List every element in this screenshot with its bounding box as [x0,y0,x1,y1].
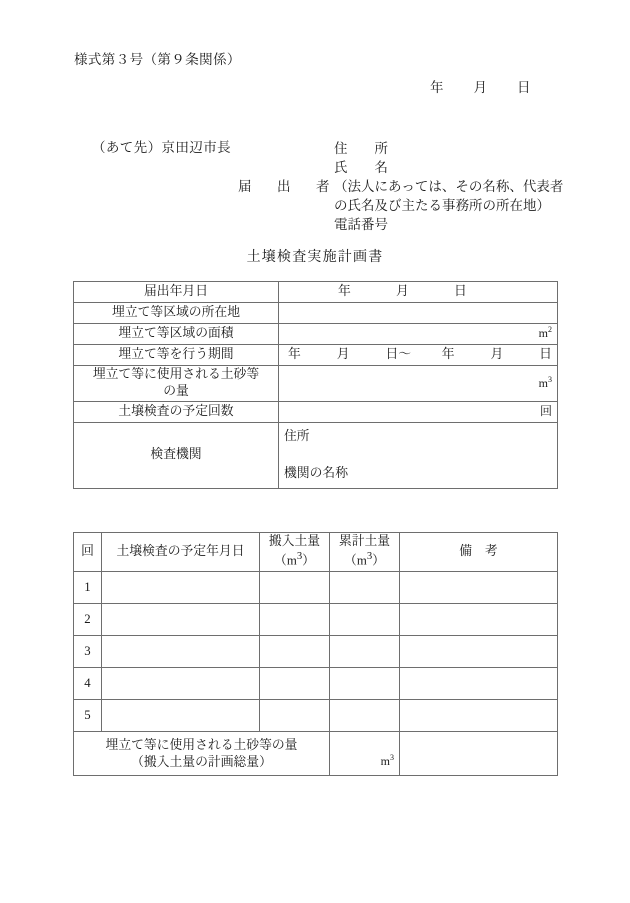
row-no-2: 2 [74,604,102,636]
unit-square-meter: $m^2$ [538,325,552,341]
submitter-label: 届 出 者 [238,179,336,194]
page-title: 土壌検査実施計画書 [246,250,384,265]
row-value-inspection-agency[interactable] [279,422,558,488]
col-header-carried-in-volume-line1: 搬入土量 [268,534,321,549]
row-value-area-size[interactable] [279,324,558,345]
row-cumulative-1[interactable] [330,572,400,604]
row-remarks-3[interactable] [400,636,558,668]
row-no-5: 5 [74,700,102,732]
row-no-3: 3 [74,636,102,668]
header-date-month: 月 [473,80,487,95]
row-date-1[interactable] [102,572,260,604]
row-carried-in-2[interactable] [260,604,330,636]
row-remarks-4[interactable] [400,668,558,700]
row-value-soil-volume[interactable] [279,366,558,402]
submission-date-day: 日 [454,284,467,299]
col-header-carried-in-volume-unit: $(m^3)$ [274,551,315,568]
agency-name-label: 機関の名称 [284,465,348,480]
col-header-cumulative-volume-line1: 累計土量 [338,534,391,549]
row-label-soil-volume [74,366,279,402]
total-row-label [74,732,330,776]
row-date-5[interactable] [102,700,260,732]
header-date-day: 日 [517,80,531,95]
submission-date-month: 月 [396,284,409,299]
row-label-submission-date: 届出年月日 [74,282,279,303]
table-row-period [74,345,558,366]
row-cumulative-2[interactable] [330,604,400,636]
main-info-table [73,281,558,489]
period-to-month: 月 [490,347,504,362]
period-from-day: 日～ [385,347,412,362]
submission-date-year: 年 [338,284,351,299]
col-header-cumulative-volume-unit: $(m^3)$ [344,551,385,568]
total-row-label-line2: （搬入土量の計画総量） [131,754,272,769]
inspection-schedule-table [73,532,558,776]
row-no-4: 4 [74,668,102,700]
table-row [74,668,558,700]
header-date-year: 年 [430,80,444,95]
row-carried-in-1[interactable] [260,572,330,604]
table-row-inspection-count [74,401,558,422]
total-row-value[interactable] [330,732,400,776]
row-carried-in-3[interactable] [260,636,330,668]
total-row-remarks[interactable] [400,732,558,776]
header-date-line [430,76,531,96]
submitter-corporate-note-line1: （法人にあっては、その名称、代表者 [334,179,564,194]
row-label-soil-volume-line2: の量 [163,384,189,399]
row-date-2[interactable] [102,604,260,636]
table-row [74,604,558,636]
table-row-submission-date [74,282,558,303]
row-cumulative-3[interactable] [330,636,400,668]
table-header-row [74,533,558,572]
row-remarks-2[interactable] [400,604,558,636]
unit-cubic-meter-total: $m^3$ [380,752,394,768]
col-header-carried-in-volume [260,533,330,572]
unit-cubic-meter: $m^3$ [538,374,552,390]
table-row-area-size [74,324,558,345]
submitter-phone-label: 電話番号 [334,217,388,232]
table-row [74,700,558,732]
table-row-soil-volume [74,366,558,402]
form-number: 様式第３号（第９条関係） [74,52,241,67]
col-header-planned-date: 土壌検査の予定年月日 [102,533,260,572]
row-remarks-5[interactable] [400,700,558,732]
table-total-row [74,732,558,776]
row-carried-in-4[interactable] [260,668,330,700]
table-row-area-location [74,303,558,324]
table-row [74,572,558,604]
submitter-address-label: 住 所 [334,141,388,156]
table-row-inspection-agency [74,422,558,488]
addressee: （あて先）京田辺市長 [92,140,231,155]
submitter-corporate-note-line2: の氏名及び主たる事務所の所在地） [334,198,550,213]
row-value-inspection-count[interactable] [279,401,558,422]
row-label-inspection-agency: 検査機関 [74,422,279,488]
total-row-label-line1: 埋立て等に使用される土砂等の量 [105,737,298,752]
col-header-no: 回 [74,533,102,572]
row-value-period[interactable] [279,345,558,366]
period-to-year: 年 [441,347,455,362]
row-carried-in-5[interactable] [260,700,330,732]
row-no-1: 1 [74,572,102,604]
row-label-period: 埋立て等を行う期間 [74,345,279,366]
col-header-cumulative-volume [330,533,400,572]
row-value-area-location[interactable] [279,303,558,324]
submitter-lines [334,139,563,234]
row-date-3[interactable] [102,636,260,668]
row-value-submission-date[interactable] [279,282,558,303]
period-to-day: 日 [539,347,552,362]
row-cumulative-4[interactable] [330,668,400,700]
period-from-year: 年 [288,347,301,362]
unit-times: 回 [539,403,552,418]
agency-address-label: 住所 [284,428,310,443]
row-remarks-1[interactable] [400,572,558,604]
row-label-area-location: 埋立て等区域の所在地 [74,303,279,324]
row-date-4[interactable] [102,668,260,700]
row-label-inspection-count: 土壌検査の予定回数 [74,401,279,422]
row-label-area-size: 埋立て等区域の面積 [74,324,279,345]
row-label-soil-volume-line1: 埋立て等に使用される土砂等 [92,367,260,381]
table-row [74,636,558,668]
submitter-name-label: 氏 名 [334,160,388,175]
row-cumulative-5[interactable] [330,700,400,732]
period-from-month: 月 [336,347,350,362]
col-header-remarks: 備 考 [400,533,558,572]
